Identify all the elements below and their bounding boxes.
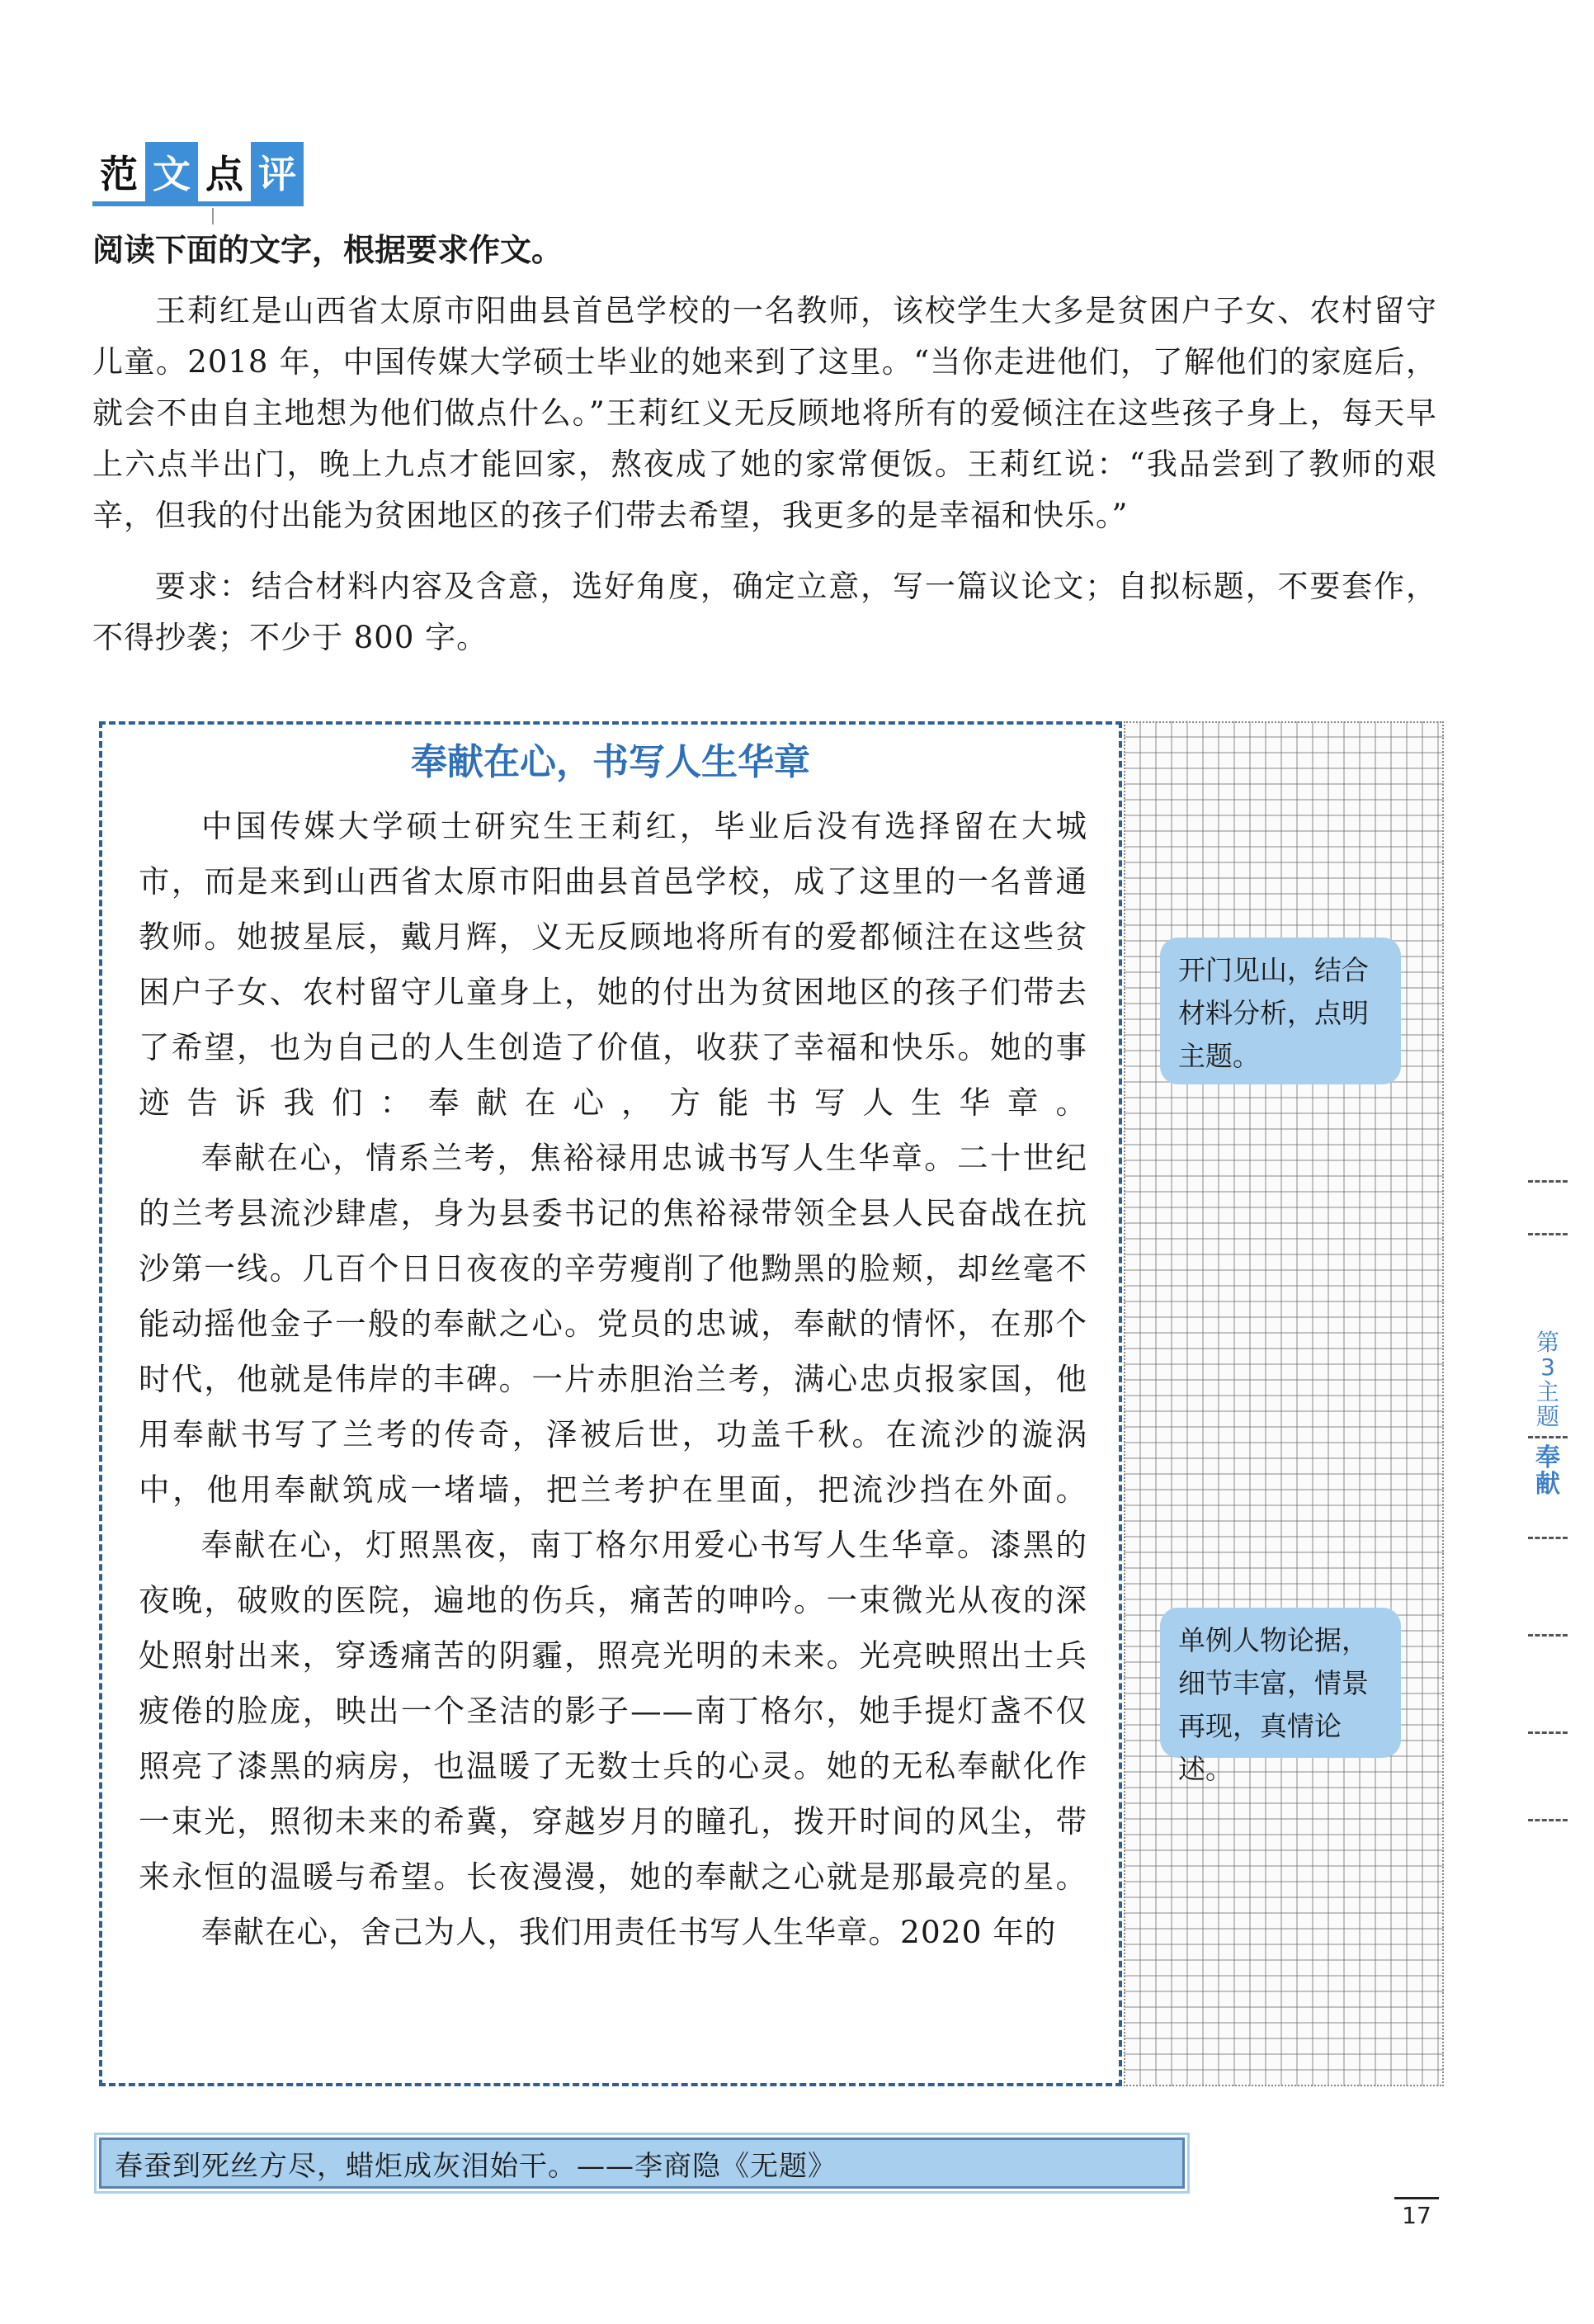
side-divider (1528, 1819, 1568, 1821)
side-theme-tab (1528, 1330, 1568, 1498)
side-divider (1528, 1537, 1568, 1539)
side-theme-title: 奉献 (1535, 1443, 1560, 1499)
side-divider (1528, 1634, 1568, 1637)
annotation-grid-column (1124, 721, 1444, 2086)
essay-body (139, 799, 1087, 1960)
essay-title: 奉献在心，书写人生华章 (411, 741, 810, 783)
prompt-requirement: 要求：结合材料内容及含意，选好角度，确定立意，写一篇议论文；自拟标题，不要套作，不得抄袭；不少于 800 字。 (92, 569, 1437, 655)
side-divider (1528, 1233, 1568, 1235)
essay-paragraph-1: 中国传媒大学硕士研究生王莉红，毕业后没有选择留在大城市，而是来到山西省太原市阳曲县首邑学校，成了这里的一名普通教师。她披星辰，戴月辉，义无反顾地将所有的爱都倾注在这些贫困户子女、农村留守儿童身上，她的付出为贫困地区的孩子们带去了希望，也为自己的人生创造了价值，收获了幸福和快乐。她的事迹告诉我们：奉献在心，方能书写人生华章。 (139, 808, 1087, 1121)
badge-char-3: 点 (198, 142, 251, 201)
side-divider (1528, 1180, 1568, 1183)
essay-paragraph-4: 奉献在心，舍己为人，我们用责任书写人生华章。2020 年的 (201, 1914, 1057, 1950)
footer-quote: 春蚕到死丝方尽，蜡炬成灰泪始干。——李商隐《无题》 (99, 2137, 1185, 2189)
scan-mark (212, 208, 214, 224)
page-number-rule (1394, 2197, 1439, 2199)
badge-underline (92, 201, 304, 206)
prompt-heading: 阅读下面的文字，根据要求作文。 (92, 232, 564, 268)
side-theme-label: 第3主题 (1535, 1329, 1559, 1430)
page-number: 17 (1402, 2202, 1431, 2229)
essay-paragraph-3: 奉献在心，灯照黑夜，南丁格尔用爱心书写人生华章。漆黑的夜晚，破败的医院，遍地的伤兵，痛苦的呻吟。一束微光从夜的深处照射出来，穿透痛苦的阴霾，照亮光明的未来。光亮映照出士兵疲倦的脸庞，映出一个圣洁的影子——南丁格尔，她手提灯盏不仅照亮了漆黑的病房，也温暖了无数士兵的心灵。她的无私奉献化作一束光，照彻未来的希冀，穿越岁月的瞳孔，拨开时间的风尘，带来永恒的温暖与希望。长夜漫漫，她的奉献之心就是那最亮的星。 (139, 1527, 1087, 1895)
essay-paragraph-2: 奉献在心，情系兰考，焦裕禄用忠诚书写人生华章。二十世纪的兰考县流沙肆虐，身为县委书记的焦裕禄带领全县人民奋战在抗沙第一线。几百个日日夜夜的辛劳瘦削了他黝黑的脸颊，却丝毫不能动摇他金子一般的奉献之心。党员的忠诚，奉献的情怀，在那个时代，他就是伟岸的丰碑。一片赤胆治兰考，满心忠贞报家国，他用奉献书写了兰考的传奇，泽被后世，功盖千秋。在流沙的漩涡中，他用奉献筑成一堵墙，把兰考护在里面，把流沙挡在外面。 (139, 1140, 1087, 1508)
prompt-material: 王莉红是山西省太原市阳曲县首邑学校的一名教师，该校学生大多是贫困户子女、农村留守儿童。2018 年，中国传媒大学硕士毕业的她来到了这里。“当你走进他们，了解他们的家庭后，就会不由自主地想为他们做点什么。”王莉红义无反顾地将所有的爱倾注在这些孩子身上，每天早上六点半出门，晚上九点才能回家，熬夜成了她的家常便饭。王莉红说：“我品尝到了教师的艰辛，但我的付出能为贫困地区的孩子们带去希望，我更多的是幸福和快乐。” (92, 293, 1437, 533)
section-badge (92, 142, 304, 201)
margin-note-2: 单例人物论据，细节丰富，情景再现，真情论述。 (1160, 1608, 1401, 1758)
margin-note-1: 开门见山，结合材料分析，点明主题。 (1160, 938, 1401, 1084)
side-divider (1528, 1436, 1568, 1438)
badge-char-4: 评 (251, 142, 304, 201)
side-divider (1528, 1731, 1568, 1734)
badge-char-2: 文 (145, 142, 198, 201)
badge-char-1: 范 (92, 142, 145, 201)
